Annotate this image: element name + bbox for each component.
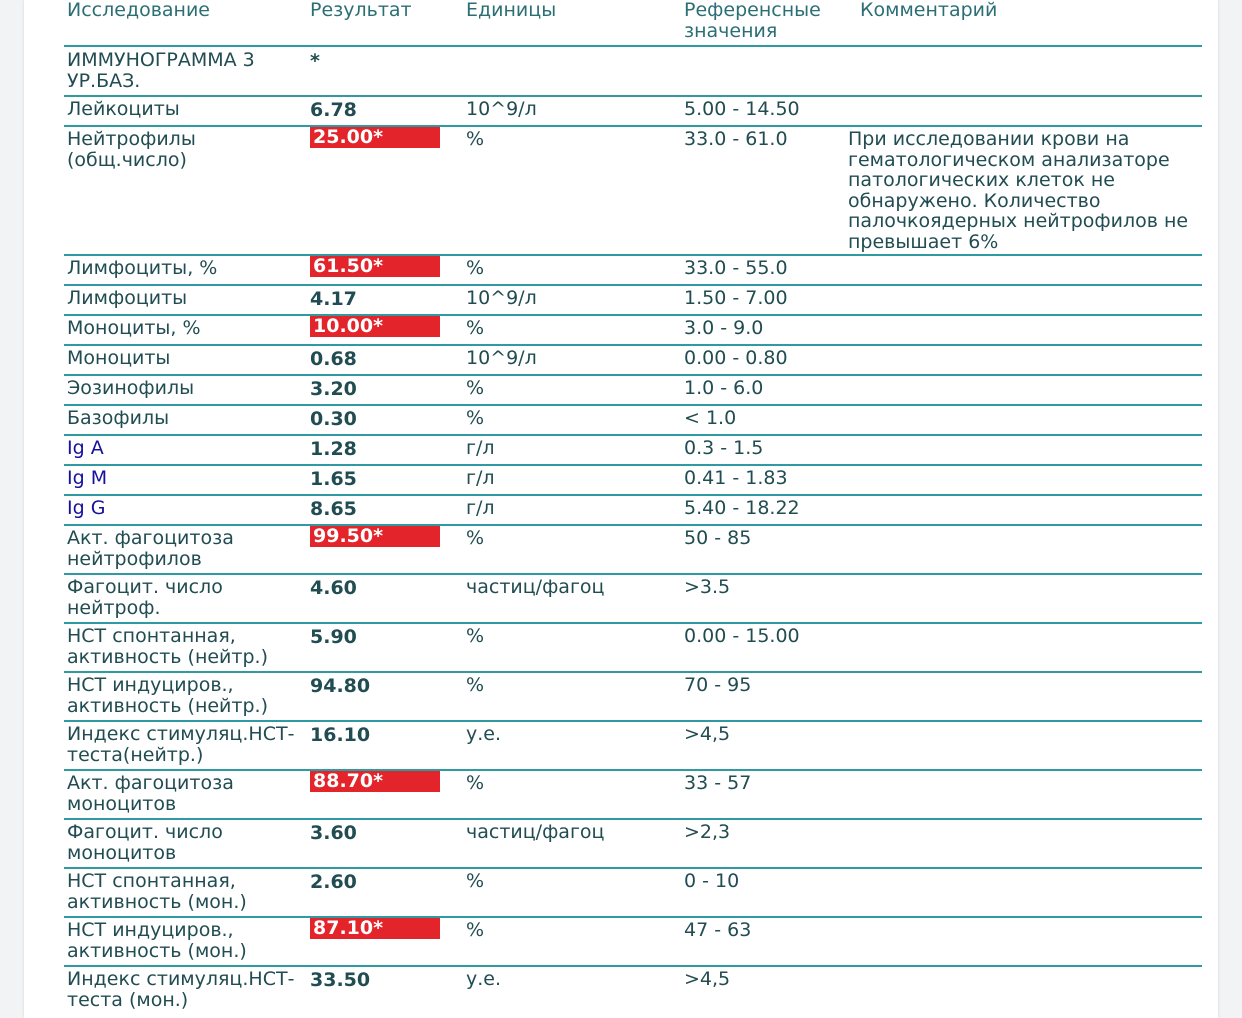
result-value: 1.65: [310, 468, 357, 490]
result-value: 2.60: [310, 871, 357, 893]
unit-value: 10^9/л: [466, 287, 537, 309]
reference-range: 0.00 - 0.80: [684, 347, 788, 369]
test-name: [67, 528, 234, 570]
unit-value: г/л: [466, 467, 495, 489]
test-name: [67, 129, 196, 171]
unit-value: %: [466, 772, 485, 794]
table-row: [64, 967, 1202, 1018]
test-name-line: моноцитов: [67, 793, 177, 815]
test-name: [67, 626, 268, 668]
reference-range: < 1.0: [684, 407, 737, 429]
test-name-line: Индекс стимуляц.НСТ-: [67, 968, 295, 990]
result-value: 1.28: [310, 438, 357, 460]
comment-line: При исследовании крови на: [848, 128, 1130, 150]
test-name-line: НСТ индуциров.,: [67, 674, 234, 696]
reference-range: 3.0 - 9.0: [684, 317, 764, 339]
unit-value: %: [466, 128, 485, 150]
header-units: Единицы: [466, 0, 557, 21]
test-name-line: НСТ спонтанная,: [67, 870, 236, 892]
unit-value: %: [466, 919, 485, 941]
result-value: 16.10: [310, 724, 371, 746]
test-name-line: НСТ индуциров.,: [67, 919, 234, 941]
table-row: [64, 48, 1202, 97]
table-header: [64, 0, 1202, 47]
test-name-line: Фагоцит. число: [67, 821, 223, 843]
test-name-line: активность (нейтр.): [67, 646, 268, 668]
reference-range: 1.50 - 7.00: [684, 287, 788, 309]
test-name-line: Фагоцит. число: [67, 576, 223, 598]
test-name-line: УР.БАЗ.: [67, 70, 141, 92]
reference-range: 0.00 - 15.00: [684, 625, 800, 647]
test-name-line: Лимфоциты: [67, 287, 188, 309]
reference-range: 33.0 - 61.0: [684, 128, 788, 150]
table-row: [64, 673, 1202, 722]
test-name: [67, 99, 180, 120]
test-name-line: Ig M: [67, 467, 108, 489]
test-name: [67, 378, 194, 399]
test-name-line: активность (мон.): [67, 940, 247, 962]
reference-range: 1.0 - 6.0: [684, 377, 764, 399]
test-name-line: ИММУНОГРАММА 3: [67, 49, 255, 71]
comment-line: гематологическом анализаторе: [848, 148, 1170, 171]
test-name-line: теста(нейтр.): [67, 744, 204, 766]
flagged-result-value: 25.00*: [310, 127, 440, 148]
reference-range: >4,5: [684, 968, 731, 990]
unit-value: частиц/фагоц: [466, 821, 605, 843]
test-name-line: теста (мон.): [67, 989, 189, 1011]
table-row: [64, 436, 1202, 466]
result-value: 6.78: [310, 99, 357, 121]
test-name-line: Индекс стимуляц.НСТ-: [67, 723, 295, 745]
unit-value: 10^9/л: [466, 98, 537, 120]
test-name-line: Акт. фагоцитоза: [67, 772, 234, 794]
unit-value: %: [466, 674, 485, 696]
test-name: [67, 773, 234, 815]
test-name-line: НСТ спонтанная,: [67, 625, 236, 647]
table-row: [64, 820, 1202, 869]
result-value: 0.30: [310, 408, 357, 430]
unit-value: г/л: [466, 497, 495, 519]
test-name-line: Ig A: [67, 437, 104, 459]
unit-value: %: [466, 870, 485, 892]
reference-range: 0.41 - 1.83: [684, 467, 788, 489]
unit-value: у.е.: [466, 723, 502, 745]
unit-value: частиц/фагоц: [466, 576, 605, 598]
unit-value: %: [466, 377, 485, 399]
comment-line: патологических клеток не: [848, 169, 1115, 191]
test-name: [67, 577, 223, 619]
test-name: [67, 969, 294, 1011]
reference-range: 0 - 10: [684, 870, 740, 892]
test-name-line: Моноциты: [67, 347, 171, 369]
table-row: [64, 526, 1202, 575]
report-sheet: [24, 0, 1218, 1018]
unit-value: %: [466, 625, 485, 647]
flagged-result-value: 88.70*: [310, 771, 440, 792]
reference-range: 0.3 - 1.5: [684, 437, 764, 459]
table-row: [64, 316, 1202, 346]
test-name: [67, 288, 187, 309]
test-name: [67, 318, 201, 339]
table-row: [64, 256, 1202, 286]
table-row: [64, 406, 1202, 436]
table-row: [64, 346, 1202, 376]
reference-range: 33.0 - 55.0: [684, 257, 788, 279]
test-name: [67, 675, 268, 717]
test-name: [67, 408, 169, 429]
flagged-result-value: 99.50*: [310, 526, 440, 547]
test-name-line: Акт. фагоцитоза: [67, 527, 234, 549]
unit-value: %: [466, 527, 485, 549]
test-name: [67, 498, 105, 519]
test-name: [67, 871, 247, 913]
test-name: [67, 348, 170, 369]
test-name-line: Моноциты, %: [67, 317, 201, 339]
reference-range: 50 - 85: [684, 527, 752, 549]
header-reference-line1: Референсные: [684, 0, 821, 21]
table-row: [64, 869, 1202, 918]
table-row: [64, 575, 1202, 624]
reference-range: >4,5: [684, 723, 731, 745]
test-name-line: Ig G: [67, 497, 106, 519]
header-result: Результат: [310, 0, 412, 21]
unit-value: 10^9/л: [466, 347, 537, 369]
test-name: [67, 468, 107, 489]
test-name-line: Нейтрофилы: [67, 128, 196, 150]
test-name: [67, 50, 255, 92]
reference-range: 47 - 63: [684, 919, 752, 941]
test-name: [67, 822, 223, 864]
reference-range: 5.00 - 14.50: [684, 98, 800, 120]
header-reference: [684, 0, 821, 42]
reference-range: 33 - 57: [684, 772, 752, 794]
result-value: 4.17: [310, 288, 357, 310]
table-row: [64, 624, 1202, 673]
table-row: [64, 918, 1202, 967]
reference-range: >2,3: [684, 821, 731, 843]
table-row: [64, 286, 1202, 316]
flagged-result-value: 87.10*: [310, 918, 440, 939]
unit-value: %: [466, 317, 485, 339]
reference-range: 5.40 - 18.22: [684, 497, 800, 519]
unit-value: г/л: [466, 437, 495, 459]
test-name-line: моноцитов: [67, 842, 177, 864]
table-row: [64, 771, 1202, 820]
header-name: Исследование: [67, 0, 211, 21]
result-value: 33.50: [310, 969, 371, 991]
comment-line: палочкоядерных нейтрофилов не: [848, 210, 1189, 232]
result-value: 4.60: [310, 577, 357, 599]
test-name-line: активность (нейтр.): [67, 695, 268, 717]
test-name-line: Лейкоциты: [67, 98, 180, 120]
result-value: 3.20: [310, 378, 357, 400]
test-name: [67, 258, 217, 279]
result-value: *: [310, 50, 320, 72]
unit-value: у.е.: [466, 968, 502, 990]
unit-value: %: [466, 407, 485, 429]
test-name-line: Лимфоциты, %: [67, 257, 218, 279]
test-name-line: нейтроф.: [67, 597, 161, 619]
test-name-line: Эозинофилы: [67, 377, 195, 399]
test-name: [67, 438, 104, 459]
result-value: 94.80: [310, 675, 371, 697]
reference-range: 70 - 95: [684, 674, 752, 696]
test-name-line: активность (мон.): [67, 891, 247, 913]
header-reference-line2: значения: [684, 20, 778, 42]
result-value: 3.60: [310, 822, 357, 844]
comment-text: [848, 129, 1188, 252]
comment-line: превышает 6%: [848, 230, 999, 253]
table-row: [64, 127, 1202, 256]
header-comment: Комментарий: [860, 0, 998, 21]
table-row: [64, 722, 1202, 771]
result-value: 5.90: [310, 626, 357, 648]
test-name: [67, 920, 247, 962]
flagged-result-value: 10.00*: [310, 316, 440, 337]
test-name: [67, 724, 294, 766]
table-row: [64, 496, 1202, 526]
test-name-line: Базофилы: [67, 407, 170, 429]
reference-range: >3.5: [684, 576, 731, 598]
unit-value: %: [466, 257, 485, 279]
test-name-line: (общ.число): [67, 149, 187, 171]
table-row: [64, 376, 1202, 406]
flagged-result-value: 61.50*: [310, 256, 440, 277]
result-value: 8.65: [310, 498, 357, 520]
comment-line: обнаружено. Количество: [848, 189, 1101, 212]
table-row: [64, 466, 1202, 496]
result-value: 0.68: [310, 348, 357, 370]
table-row: [64, 97, 1202, 127]
test-name-line: нейтрофилов: [67, 548, 202, 570]
